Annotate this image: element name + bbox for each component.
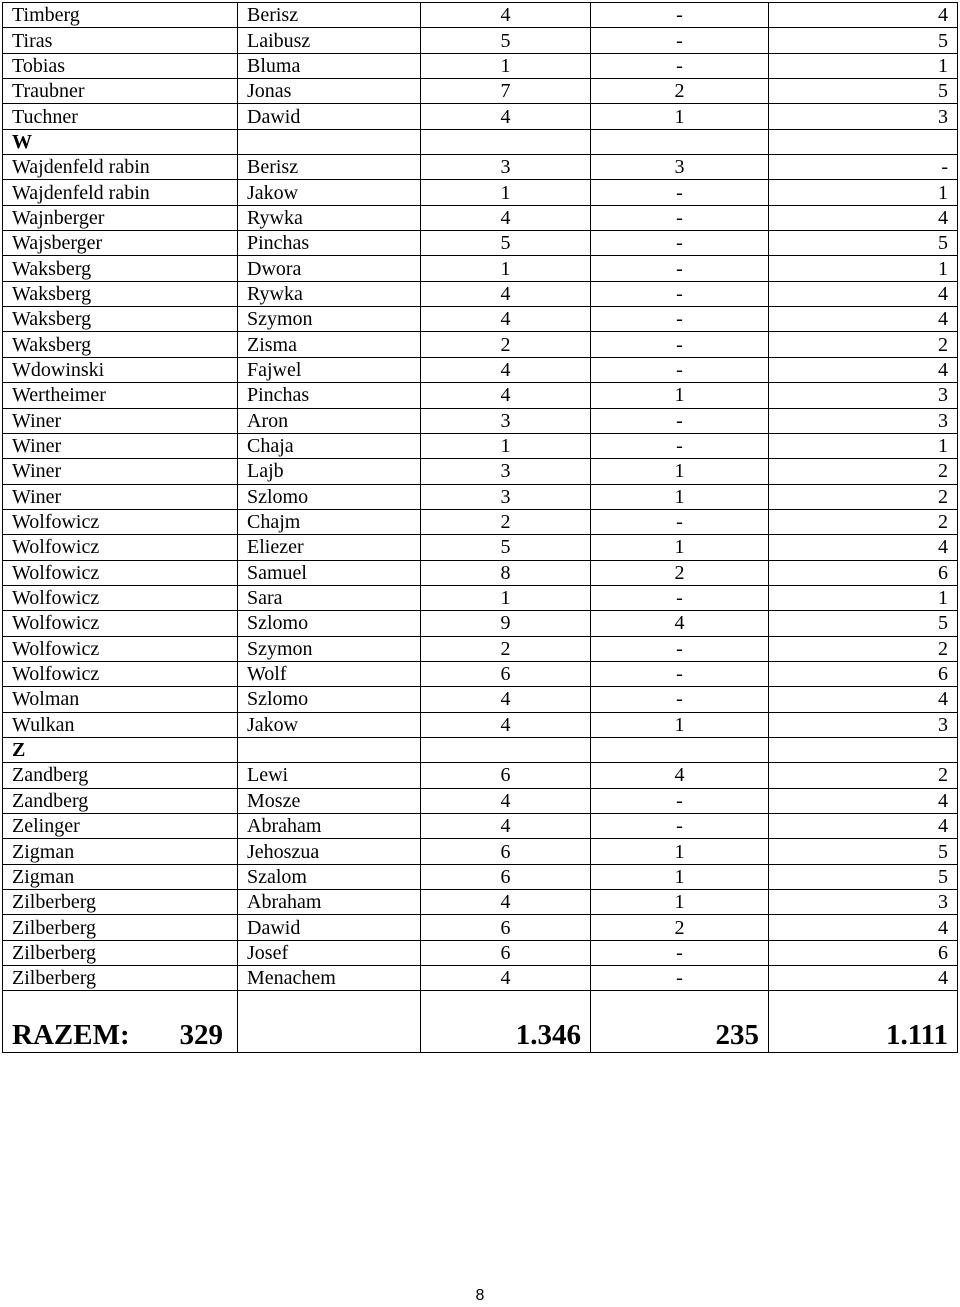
value-a-cell: 4 xyxy=(421,712,591,737)
value-a-cell: 2 xyxy=(421,332,591,357)
value-a-cell: 5 xyxy=(421,28,591,53)
total-label-cell xyxy=(3,1018,238,1053)
value-a-cell: 6 xyxy=(421,915,591,940)
value-b-cell: 1 xyxy=(591,104,769,129)
value-a-cell: 4 xyxy=(421,357,591,382)
value-a-cell: 4 xyxy=(421,104,591,129)
given-name-cell: Rywka xyxy=(238,205,421,230)
value-c-cell: 5 xyxy=(769,839,958,864)
surname-cell: Zigman xyxy=(3,839,238,864)
value-a-cell: 8 xyxy=(421,560,591,585)
surname-cell: Winer xyxy=(3,459,238,484)
surname-cell: Timberg xyxy=(3,3,238,28)
surname-cell: Winer xyxy=(3,484,238,509)
value-c-cell: 5 xyxy=(769,231,958,256)
given-name-cell: Jehoszua xyxy=(238,839,421,864)
value-c-cell: 4 xyxy=(769,3,958,28)
surname-cell: Zilberberg xyxy=(3,966,238,991)
value-c-cell: 3 xyxy=(769,104,958,129)
given-name-cell: Pinchas xyxy=(238,231,421,256)
value-c-cell: 3 xyxy=(769,383,958,408)
given-name-cell: Szlomo xyxy=(238,687,421,712)
table-row xyxy=(3,357,958,382)
table-row xyxy=(3,180,958,205)
value-c-cell: 4 xyxy=(769,687,958,712)
value-c-cell: 2 xyxy=(769,459,958,484)
given-name-cell: Szlomo xyxy=(238,484,421,509)
value-b-cell: - xyxy=(591,180,769,205)
value-b-cell: 1 xyxy=(591,839,769,864)
value-c-cell: 3 xyxy=(769,712,958,737)
value-b-cell: 1 xyxy=(591,535,769,560)
value-b-cell: 1 xyxy=(591,459,769,484)
given-name-cell: Rywka xyxy=(238,281,421,306)
value-a-cell: 2 xyxy=(421,509,591,534)
given-name-cell: Eliezer xyxy=(238,535,421,560)
given-name-cell: Dwora xyxy=(238,256,421,281)
value-a-cell: 4 xyxy=(421,890,591,915)
given-name-cell: Berisz xyxy=(238,155,421,180)
table-row xyxy=(3,636,958,661)
value-c-cell: 4 xyxy=(769,205,958,230)
empty-cell xyxy=(591,129,769,154)
value-b-cell: - xyxy=(591,307,769,332)
value-a-cell: 7 xyxy=(421,79,591,104)
surname-cell: Tuchner xyxy=(3,104,238,129)
table-row xyxy=(3,535,958,560)
given-name-cell: Chajm xyxy=(238,509,421,534)
table-row xyxy=(3,3,958,28)
surname-cell: Wolfowicz xyxy=(3,585,238,610)
value-b-cell: - xyxy=(591,28,769,53)
given-name-cell: Lewi xyxy=(238,763,421,788)
value-a-cell: 6 xyxy=(421,763,591,788)
table-row xyxy=(3,332,958,357)
given-name-cell: Sara xyxy=(238,585,421,610)
value-b-cell: 1 xyxy=(591,712,769,737)
table-row xyxy=(3,484,958,509)
surname-cell: Wulkan xyxy=(3,712,238,737)
given-name-cell: Wolf xyxy=(238,661,421,686)
table-row xyxy=(3,763,958,788)
given-name-cell: Jakow xyxy=(238,180,421,205)
value-a-cell: 3 xyxy=(421,155,591,180)
value-b-cell: - xyxy=(591,256,769,281)
surname-cell: Zelinger xyxy=(3,814,238,839)
given-name-cell: Josef xyxy=(238,940,421,965)
value-c-cell: 2 xyxy=(769,763,958,788)
table-row xyxy=(3,28,958,53)
value-b-cell: - xyxy=(591,636,769,661)
table-row xyxy=(3,611,958,636)
value-c-cell: 1 xyxy=(769,433,958,458)
value-a-cell: 4 xyxy=(421,687,591,712)
given-name-cell: Samuel xyxy=(238,560,421,585)
value-c-cell: 6 xyxy=(769,661,958,686)
section-letter-row xyxy=(3,737,958,762)
register-table xyxy=(2,2,958,1053)
value-b-cell: 2 xyxy=(591,915,769,940)
value-c-cell: 4 xyxy=(769,357,958,382)
table-row xyxy=(3,585,958,610)
surname-cell: Tobias xyxy=(3,53,238,78)
given-name-cell: Fajwel xyxy=(238,357,421,382)
surname-cell: Wolfowicz xyxy=(3,661,238,686)
table-row xyxy=(3,408,958,433)
value-b-cell: - xyxy=(591,3,769,28)
table-row xyxy=(3,814,958,839)
value-c-cell: 4 xyxy=(769,915,958,940)
value-a-cell: 3 xyxy=(421,484,591,509)
value-c-cell: 6 xyxy=(769,560,958,585)
surname-cell: Zilberberg xyxy=(3,915,238,940)
value-a-cell: 1 xyxy=(421,585,591,610)
surname-cell: Wajnberger xyxy=(3,205,238,230)
value-c-cell: - xyxy=(769,155,958,180)
value-a-cell: 4 xyxy=(421,788,591,813)
table-row xyxy=(3,256,958,281)
table-row xyxy=(3,864,958,889)
table-row xyxy=(3,940,958,965)
value-b-cell: 1 xyxy=(591,864,769,889)
given-name-cell: Jonas xyxy=(238,79,421,104)
surname-cell: Zilberberg xyxy=(3,940,238,965)
surname-cell: Wolfowicz xyxy=(3,509,238,534)
value-a-cell: 4 xyxy=(421,966,591,991)
value-c-cell: 2 xyxy=(769,636,958,661)
surname-cell: Wolman xyxy=(3,687,238,712)
surname-cell: Wolfowicz xyxy=(3,636,238,661)
value-a-cell: 4 xyxy=(421,281,591,306)
given-name-cell: Szymon xyxy=(238,307,421,332)
value-b-cell: 1 xyxy=(591,383,769,408)
surname-cell: Waksberg xyxy=(3,281,238,306)
given-name-cell: Szalom xyxy=(238,864,421,889)
value-a-cell: 9 xyxy=(421,611,591,636)
value-a-cell: 3 xyxy=(421,408,591,433)
surname-cell: Wertheimer xyxy=(3,383,238,408)
total-a: 1.346 xyxy=(421,1018,591,1053)
table-row xyxy=(3,788,958,813)
given-name-cell: Bluma xyxy=(238,53,421,78)
empty-cell xyxy=(421,737,591,762)
given-name-cell: Szlomo xyxy=(238,611,421,636)
surname-cell: Wolfowicz xyxy=(3,535,238,560)
total-row xyxy=(3,1018,958,1053)
total-empty-cell xyxy=(238,1018,421,1053)
given-name-cell: Abraham xyxy=(238,890,421,915)
value-b-cell: - xyxy=(591,788,769,813)
empty-cell xyxy=(769,737,958,762)
surname-cell: Winer xyxy=(3,408,238,433)
value-a-cell: 5 xyxy=(421,535,591,560)
value-b-cell: - xyxy=(591,509,769,534)
given-name-cell: Dawid xyxy=(238,104,421,129)
section-letter: Z xyxy=(3,737,238,762)
value-b-cell: 4 xyxy=(591,763,769,788)
value-b-cell: 1 xyxy=(591,484,769,509)
value-b-cell: - xyxy=(591,814,769,839)
value-b-cell: - xyxy=(591,281,769,306)
table-row xyxy=(3,383,958,408)
value-a-cell: 1 xyxy=(421,433,591,458)
value-a-cell: 5 xyxy=(421,231,591,256)
given-name-cell: Menachem xyxy=(238,966,421,991)
value-a-cell: 1 xyxy=(421,256,591,281)
surname-cell: Traubner xyxy=(3,79,238,104)
table-row xyxy=(3,915,958,940)
surname-cell: Winer xyxy=(3,433,238,458)
given-name-cell: Berisz xyxy=(238,3,421,28)
value-c-cell: 5 xyxy=(769,611,958,636)
value-b-cell: - xyxy=(591,357,769,382)
empty-cell xyxy=(421,129,591,154)
total-count: 329 xyxy=(179,1019,223,1052)
empty-cell xyxy=(769,129,958,154)
table-row xyxy=(3,104,958,129)
surname-cell: Wolfowicz xyxy=(3,611,238,636)
spacer-row xyxy=(3,991,958,1018)
value-a-cell: 4 xyxy=(421,383,591,408)
value-c-cell: 2 xyxy=(769,509,958,534)
surname-cell: Waksberg xyxy=(3,307,238,332)
given-name-cell: Mosze xyxy=(238,788,421,813)
value-c-cell: 1 xyxy=(769,585,958,610)
given-name-cell: Szymon xyxy=(238,636,421,661)
value-b-cell: - xyxy=(591,53,769,78)
value-a-cell: 4 xyxy=(421,814,591,839)
value-c-cell: 2 xyxy=(769,484,958,509)
surname-cell: Zandberg xyxy=(3,763,238,788)
surname-cell: Wdowinski xyxy=(3,357,238,382)
total-c: 1.111 xyxy=(769,1018,958,1053)
table-row xyxy=(3,839,958,864)
table-row xyxy=(3,307,958,332)
surname-cell: Tiras xyxy=(3,28,238,53)
surname-cell: Wajdenfeld rabin xyxy=(3,155,238,180)
value-b-cell: - xyxy=(591,205,769,230)
value-a-cell: 6 xyxy=(421,839,591,864)
given-name-cell: Jakow xyxy=(238,712,421,737)
value-b-cell: 2 xyxy=(591,560,769,585)
empty-cell xyxy=(591,737,769,762)
empty-cell xyxy=(238,129,421,154)
table-row xyxy=(3,712,958,737)
table-row xyxy=(3,53,958,78)
value-c-cell: 3 xyxy=(769,408,958,433)
table-row xyxy=(3,433,958,458)
surname-cell: Zilberberg xyxy=(3,890,238,915)
table-row xyxy=(3,687,958,712)
table-row xyxy=(3,509,958,534)
value-c-cell: 4 xyxy=(769,535,958,560)
given-name-cell: Dawid xyxy=(238,915,421,940)
value-b-cell: 1 xyxy=(591,890,769,915)
value-c-cell: 2 xyxy=(769,332,958,357)
table-row xyxy=(3,281,958,306)
table-row xyxy=(3,890,958,915)
surname-cell: Wolfowicz xyxy=(3,560,238,585)
value-b-cell: - xyxy=(591,661,769,686)
value-c-cell: 1 xyxy=(769,53,958,78)
value-c-cell: 4 xyxy=(769,307,958,332)
value-b-cell: 4 xyxy=(591,611,769,636)
value-c-cell: 4 xyxy=(769,788,958,813)
value-c-cell: 5 xyxy=(769,79,958,104)
table-row xyxy=(3,966,958,991)
value-a-cell: 4 xyxy=(421,205,591,230)
section-letter: W xyxy=(3,129,238,154)
value-a-cell: 4 xyxy=(421,3,591,28)
section-letter-row xyxy=(3,129,958,154)
total-label: RAZEM: xyxy=(12,1019,130,1052)
value-c-cell: 6 xyxy=(769,940,958,965)
surname-cell: Waksberg xyxy=(3,256,238,281)
value-b-cell: - xyxy=(591,408,769,433)
table-row xyxy=(3,661,958,686)
table-row xyxy=(3,231,958,256)
value-c-cell: 5 xyxy=(769,864,958,889)
value-c-cell: 4 xyxy=(769,814,958,839)
table-row xyxy=(3,560,958,585)
surname-cell: Zandberg xyxy=(3,788,238,813)
value-b-cell: - xyxy=(591,332,769,357)
value-c-cell: 1 xyxy=(769,256,958,281)
value-a-cell: 1 xyxy=(421,53,591,78)
given-name-cell: Pinchas xyxy=(238,383,421,408)
value-a-cell: 6 xyxy=(421,940,591,965)
value-a-cell: 1 xyxy=(421,180,591,205)
surname-cell: Zigman xyxy=(3,864,238,889)
given-name-cell: Abraham xyxy=(238,814,421,839)
value-b-cell: - xyxy=(591,585,769,610)
empty-cell xyxy=(238,737,421,762)
value-b-cell: - xyxy=(591,231,769,256)
value-a-cell: 4 xyxy=(421,307,591,332)
given-name-cell: Laibusz xyxy=(238,28,421,53)
value-a-cell: 2 xyxy=(421,636,591,661)
table-row xyxy=(3,205,958,230)
value-b-cell: 2 xyxy=(591,79,769,104)
table-body xyxy=(3,3,958,991)
value-c-cell: 4 xyxy=(769,966,958,991)
given-name-cell: Lajb xyxy=(238,459,421,484)
value-b-cell: - xyxy=(591,940,769,965)
value-a-cell: 3 xyxy=(421,459,591,484)
total-b: 235 xyxy=(591,1018,769,1053)
value-c-cell: 1 xyxy=(769,180,958,205)
value-b-cell: - xyxy=(591,687,769,712)
value-c-cell: 3 xyxy=(769,890,958,915)
page-number: 8 xyxy=(475,1287,485,1304)
surname-cell: Waksberg xyxy=(3,332,238,357)
surname-cell: Wajsberger xyxy=(3,231,238,256)
value-a-cell: 6 xyxy=(421,864,591,889)
value-b-cell: - xyxy=(591,966,769,991)
given-name-cell: Zisma xyxy=(238,332,421,357)
value-b-cell: 3 xyxy=(591,155,769,180)
value-a-cell: 6 xyxy=(421,661,591,686)
given-name-cell: Chaja xyxy=(238,433,421,458)
value-b-cell: - xyxy=(591,433,769,458)
table-row xyxy=(3,79,958,104)
value-c-cell: 5 xyxy=(769,28,958,53)
table-row xyxy=(3,459,958,484)
table-row xyxy=(3,155,958,180)
surname-cell: Wajdenfeld rabin xyxy=(3,180,238,205)
given-name-cell: Aron xyxy=(238,408,421,433)
value-c-cell: 4 xyxy=(769,281,958,306)
